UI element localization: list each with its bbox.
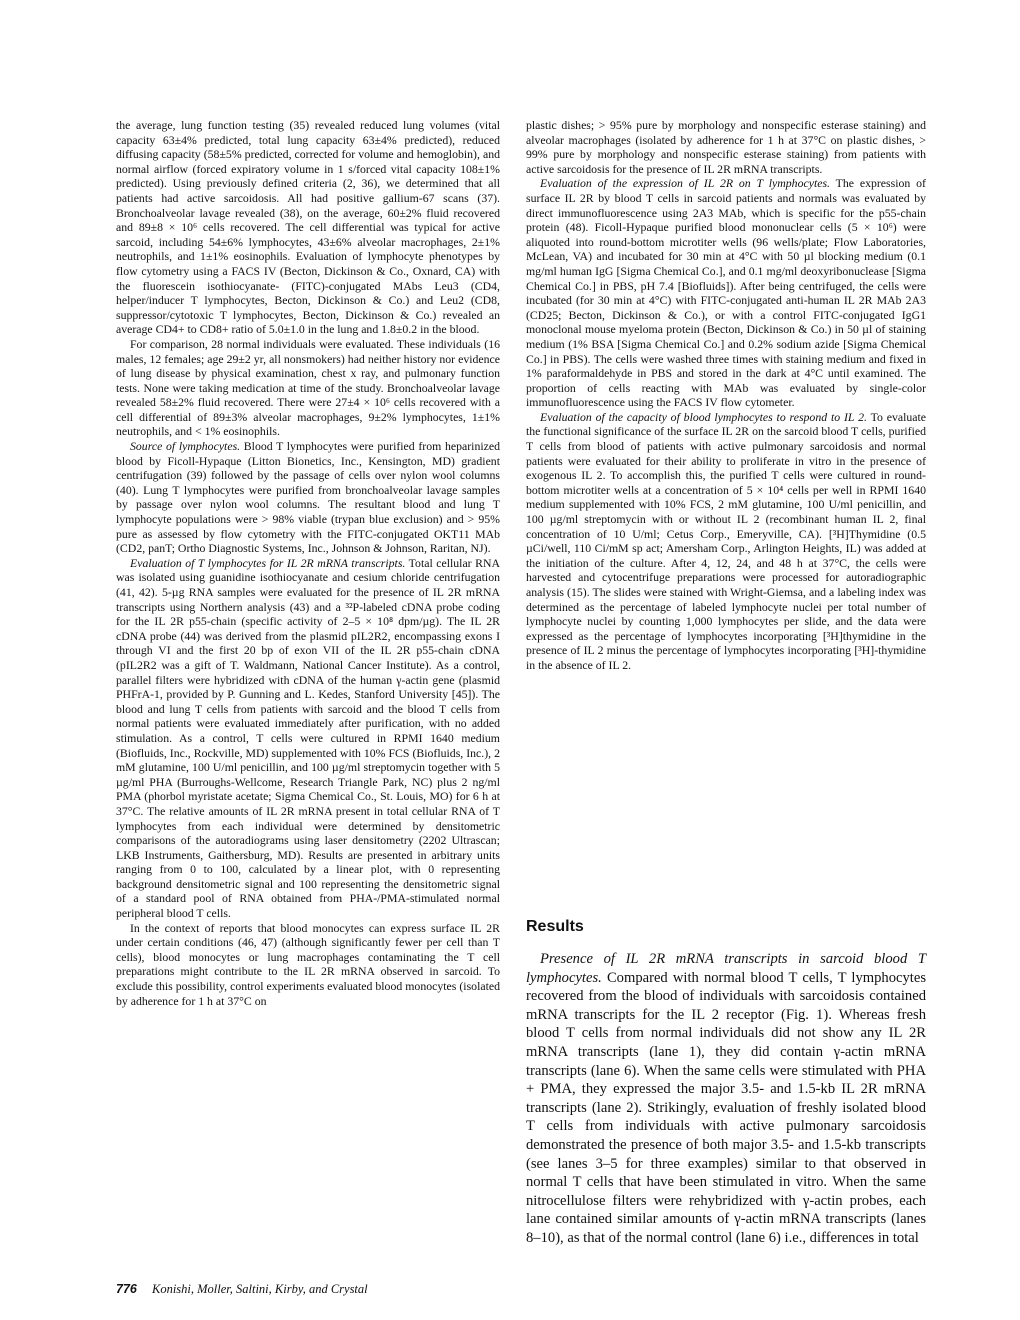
left-column [116,118,500,1008]
right-column [526,118,926,673]
capacity-il2-text: To evaluate the functional significance of the surface IL 2R on the sarcoid blood T cells, purified T cells from blood of patients with active pulmonary sarcoidosis and normal patients were evaluated for their ability to proliferate in vitro in the presence of exogenous IL 2. To accomplish this, the purified T cells were cultured in round-bottom microtiter wells at a concentration of 5 × 10⁴ cells per well in RPMI 1640 medium supplemented with 10% FCS, 2 mM glutamine, 100 U/ml penicillin, and 100 µg/ml streptomycin with or without IL 2 (recombinant human IL 2, final concentration of 10 U/ml; Cetus Corp., Emeryville, CA). [³H]Thymidine (0.5 µCi/well, 110 Ci/mM sp act; Amersham Corp., Arlington Heights, IL) was added at the initiation of the culture. After 4, 12, 24, and 48 h at 37°C, the cells were harvested and cytocentrifuge preparations were processed for autoradiographic analysis (15). The slides were stained with Wright-Giemsa, and a labeling index was determined as the percentage of labeled lymphocyte nuclei per total number of lymphocyte nuclei by counting 1,000 lymphocytes per slide, and the data were expressed as the percentage of lymphocytes incorporating [³H]thymidine in the presence of IL 2 minus the percentage of lymphocytes incorporating [³H]-thymidine in the absence of IL 2. [526,409,927,672]
running-authors: Konishi, Moller, Saltini, Kirby, and Crystal [151,1282,368,1296]
results-text: Compared with normal blood T cells, T lymphocytes recovered from the blood of individuals with sarcoidosis contained mRNA transcripts for the IL 2 receptor (Fig. 1). Whereas fresh blood T cells from normal individuals did not show any IL 2R mRNA transcripts (lane 1), they did contain γ-actin mRNA transcripts (lane 6). When the same cells were stimulated with PHA + PMA, they expressed the major 3.5- and 1.5-kb IL 2R mRNA transcripts (lane 2). Strikingly, evaluation of freshly isolated blood T cells from individuals with active pulmonary sarcoidosis demonstrated the presence of both major 3.5- and 1.5-kb transcripts (see lanes 3–5 for three examples) similar to that observed in normal T cells that have been stimulated in vitro. When the same nitrocellulose filters were rehybridized with γ-actin probes, each lane contained similar amounts of γ-actin mRNA transcripts (lanes 8–10), as that of the normal control (lane 6) i.e., differences in total [526,969,926,1246]
source-lymphocytes-text: Blood T lymphocytes were purified from heparinized blood by Ficoll-Hypaque (Litton Bionetics, Inc., Kensington, MD) gradient centrifugation (39) followed by the passage of cells over nylon wool columns (40). Lung T lymphocytes were purified from bronchoalveolar lavage samples by passage over nylon wool columns. The resultant blood and lung T lymphocyte populations were > 98% viable (trypan blue exclusion) and > 95% pure as assessed by flow cytometry with the FITC-conjugated OKT11 MAb (CD2, panT; Ortho Diagnostic Systems, Inc., Johnson & Johnson, Raritan, NJ). [116,439,500,556]
results-section [526,950,926,1248]
paragraph-source-lymphocytes [116,439,500,556]
subheading-results: Presence of IL 2R mRNA transcripts in sarcoid blood T lymphocytes. [526,951,926,986]
paragraph-evaluation-mrna [116,556,500,921]
paragraph-expression-il2r [526,176,926,410]
paragraph-results [526,950,926,1248]
paragraph-patients-sarcoid: the average, lung function testing (35) revealed reduced lung volumes (vital capacity 63±4% predicted, total lung capacity 63±4% predicted), reduced diffusing capacity (58±5% predicted, corrected for volume and hemoglobin), and normal airflow (forced expiratory volume in 1 s/forced vital capacity 108±1% predicted). Using previously defined criteria (2, 36), we determined that all patients had active sarcoidosis. All had positive gallium-67 scans (37). Bronchoalveolar lavage revealed (38), on the average, 60±2% fluid recovered and 89±8 × 10⁶ cells recovered. The cell differential was typical for active sarcoid, including 54±6% lymphocytes, 43±6% alveolar macrophages, 2±1% neutrophils, and 1±1% eosinophils. Evaluation of lymphocyte phenotypes by flow cytometry using a FACS IV (Becton, Dickinson & Co., Oxnard, CA) with the fluorescein isothiocyanate- (FITC)-conjugated MAbs Leu3 (CD4, helper/inducer T lymphocytes, Becton, Dickinson & Co.) and Leu2 (CD8, suppressor/cytotoxic T lymphocytes, Becton, Dickinson & Co.) revealed an average CD4+ to CD8+ ratio of 5.0±1.0 in the lung and 1.8±0.2 in the blood. [116,118,500,337]
subheading-evaluation-mrna: Evaluation of T lymphocytes for IL 2R mRNA transcripts. [130,555,406,570]
page-footer [116,1282,368,1297]
page-number: 776 [116,1282,137,1296]
results-heading: Results [526,918,584,935]
subheading-source-lymphocytes: Source of lymphocytes. [130,439,241,454]
paragraph-normal-individuals: For comparison, 28 normal individuals were evaluated. These individuals (16 males, 12 females; age 29±2 yr, all nonsmokers) had neither history nor evidence of lung disease by physical examination, chest x ray, and pulmonary function tests. None were taking medication at time of the study. Bronchoalveolar lavage revealed 58±2% fluid recovered. There were 27±4 × 10⁶ cells recovered with a cell differential of 89±3% alveolar macrophages, 9±2% lymphocytes, 1±1% neutrophils, and < 1% eosinophils. [116,336,500,439]
paragraph-plastic-dishes: plastic dishes; > 95% pure by morphology and nonspecific esterase staining) and alveolar macrophages (isolated by adherence for 1 h at 37°C on plastic dishes, > 99% pure by morphology and nonspecific esterase staining) from patients with active sarcoidosis for the presence of IL 2R mRNA transcripts. [526,118,926,176]
evaluation-mrna-text: Total cellular RNA was isolated using guanidine isothiocyanate and cesium chloride centrifugation (41, 42). 5-µg RNA samples were evaluated for the presence of IL 2R mRNA transcripts using Northern analysis (43) and a ³²P-labeled cDNA probe coding for the IL 2R p55-chain (specific activity of 2–5 × 10⁸ dpm/µg). The IL 2R cDNA probe (44) was derived from the plasmid pIL2R2, encompassing exons I through VI and the first 20 bp of exon VII of the IL 2R p55-chain cDNA (pIL2R2 was a gift of T. Waldmann, National Cancer Institute). As a control, parallel filters were hybridized with cDNA of the human γ-actin gene (plasmid PHFrA-1, provided by P. Gunning and L. Kedes, Stanford University [45]). The blood and lung T cells from patients with sarcoid and the blood T cells from normal patients were evaluated immediately after purification, with no added stimulation. As a control, T cells were cultured in RPMI 1640 medium (Biofluids, Inc., Rockville, MD) supplemented with 10% FCS (Biofluids, Inc.), 2 mM glutamine, 100 U/ml penicillin, and 100 µg/ml streptomycin together with 5 µg/ml PHA (Burroughs-Wellcome, Research Triangle Park, NC) plus 2 ng/ml PMA (phorbol myristate acetate; Sigma Chemical Co., St. Louis, MO) for 6 h at 37°C. The relative amounts of IL 2R mRNA present in total cellular RNA of T lymphocytes from each individual were determined by densitometric comparisons of the autoradiograms using laser densitometry (2202 Ultrascan; LKB Instruments, Gaithersburg, MD). Results are presented in arbitrary units ranging from 0 to 100, calculated by a linear plot, with 0 representing background densitometric signal and 100 representing the densitometric signal of a standard pool of RNA obtained from PHA-/PMA-stimulated normal peripheral blood T cells. [116,555,501,921]
paragraph-monocyte-controls: In the context of reports that blood monocytes can express surface IL 2R under certain conditions (46, 47) (although significantly fewer per cell than T cells), blood monocytes or lung macrophages contaminating the T cell preparations might contribute to the IL 2R mRNA observed in sarcoid. To exclude this possibility, control experiments evaluated blood monocytes (isolated by adherence for 1 h at 37°C on [116,920,500,1008]
expression-il2r-text: The expression of surface IL 2R by blood T cells in sarcoid patients and normals was evaluated by direct immunofluorescence using 2A3 MAb, which is specific for the p55-chain protein (48). Ficoll-Hypaque purified blood mononuclear cells (5 × 10⁶) were aliquoted into round-bottom microtiter wells (96 wells/plate; Flow Laboratories, McLean, VA) and incubated for 30 min at 4°C with 50 µl blocking medium (0.1 mg/ml human IgG [Sigma Chemical Co.], and 0.1 mg/ml deoxyribonuclease [Sigma Chemical Co.] in PBS, pH 7.4 [Biofluids]). After being centrifuged, the cells were incubated (for 30 min at 4°C) with FITC-conjugated anti-human IL 2R MAb 2A3 (CD25; Becton, Dickinson & Co.), or with a control FITC-conjugated IgG1 monoclonal mouse myeloma protein (Becton, Dickinson & Co.) in 50 µl of staining medium (1% BSA [Sigma Chemical Co.] and 0.2% sodium azide [Sigma Chemical Co.] in PBS). The cells were washed three times with staining medium and fixed in 1% paraformaldehyde in PBS and stored in the dark at 4°C until examined. The proportion of cells reacting with MAb was evaluated by single-color immunofluorescence using the FACS IV flow cytometer. [526,176,926,410]
subheading-expression-il2r: Evaluation of the expression of IL 2R on T lymphocytes. [540,176,831,191]
subheading-capacity-il2: Evaluation of the capacity of blood lymphocytes to respond to IL 2. [540,409,867,424]
paragraph-capacity-il2 [526,410,926,673]
